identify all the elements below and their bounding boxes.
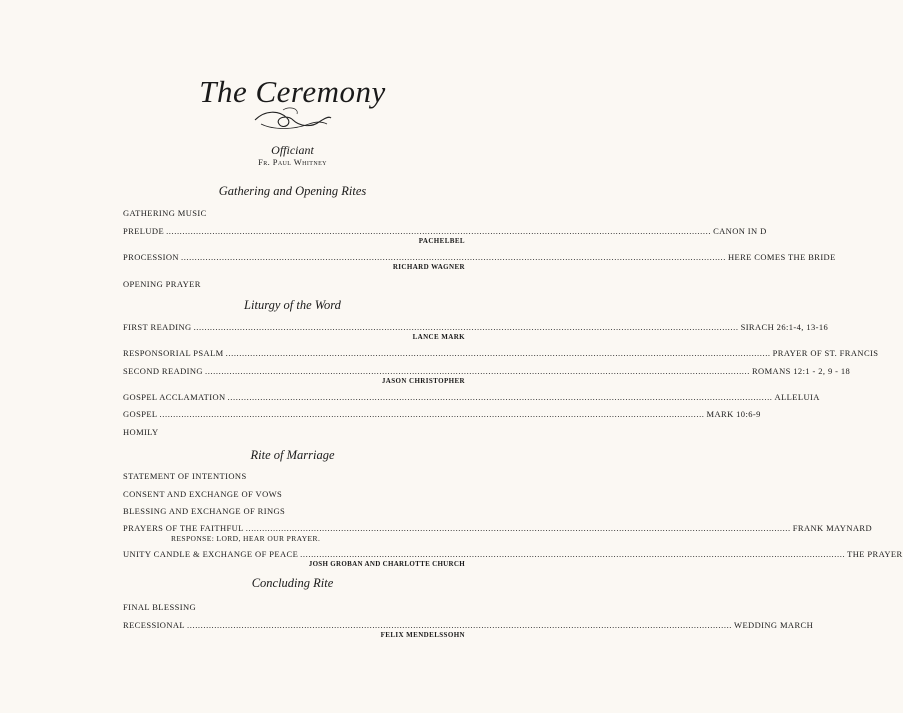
item-piece: PRAYER OF ST. FRANCIS	[772, 348, 879, 358]
item-reader: LANCE MARK	[412, 333, 465, 341]
program-item	[123, 427, 465, 438]
item-label: GOSPEL ACCLAMATION	[123, 392, 226, 402]
item-label: SECOND READING	[123, 366, 203, 376]
program-item	[123, 348, 879, 359]
item-label: OPENING PRAYER	[123, 279, 201, 289]
item-composer: FELIX MENDELSSOHN	[380, 631, 465, 639]
program-item	[123, 620, 814, 640]
item-piece: CANON IN D	[713, 226, 767, 236]
item-label: FIRST READING	[123, 322, 192, 332]
section-heading-marriage: Rite of Marriage	[250, 448, 335, 462]
item-reader: JASON CHRISTOPHER	[381, 377, 465, 385]
item-label: FINAL BLESSING	[123, 602, 197, 612]
item-composer: PACHELBEL	[418, 237, 465, 245]
program-item	[123, 226, 767, 246]
program-item	[123, 252, 836, 272]
leader-dots: ........................................................................................................................................................................................................	[227, 392, 773, 402]
item-piece: WEDDING MARCH	[734, 620, 814, 630]
item-label: HOMILY	[123, 427, 159, 437]
item-label: RECESSIONAL	[123, 620, 186, 630]
item-piece: ALLELUIA	[774, 392, 820, 402]
program-item	[123, 489, 465, 500]
item-composer: RICHARD WAGNER	[392, 263, 465, 271]
program-item	[123, 392, 820, 403]
officiant-name: Fr. Paul Whitney	[258, 157, 327, 167]
section-heading-gathering: Gathering and Opening Rites	[218, 184, 367, 198]
program-item	[123, 549, 903, 569]
program-item	[123, 523, 873, 544]
item-piece: THE PRAYER	[847, 549, 903, 559]
program-item	[123, 506, 465, 517]
program-item	[123, 366, 851, 386]
item-label: CONSENT AND EXCHANGE OF VOWS	[123, 489, 283, 499]
leader-dots: ........................................................................................................................................................................................................	[245, 523, 791, 533]
leader-dots: ........................................................................................................................................................................................................	[300, 549, 846, 559]
item-reading: MARK 10:6-9	[706, 409, 761, 419]
leader-dots: ........................................................................................................................................................................................................	[204, 366, 750, 376]
item-label: PRAYERS OF THE FAITHFUL	[123, 523, 244, 533]
item-reading: SIRACH 26:1-4, 13-16	[740, 322, 829, 332]
item-label: GOSPEL	[123, 409, 158, 419]
item-label: PRELUDE	[123, 226, 165, 236]
page-title: The Ceremony	[199, 74, 386, 109]
item-reading: ROMANS 12:1 - 2, 9 - 18	[751, 366, 851, 376]
section-heading-concluding: Concluding Rite	[251, 576, 334, 590]
item-label: GATHERING MUSIC	[123, 208, 207, 218]
leader-dots: ........................................................................................................................................................................................................	[193, 322, 739, 332]
section-heading-liturgy: Liturgy of the Word	[244, 298, 341, 312]
leader-dots: ........................................................................................................................................................................................................	[187, 620, 733, 630]
item-performers: JOSH GROBAN AND CHARLOTTE CHURCH	[308, 560, 465, 568]
officiant-label: Officiant	[271, 143, 314, 157]
program-item	[123, 322, 829, 342]
leader-dots: ........................................................................................................................................................................................................	[159, 409, 705, 419]
item-piece: HERE COMES THE BRIDE	[727, 252, 836, 262]
leader-dots: ........................................................................................................................................................................................................	[180, 252, 726, 262]
item-label: UNITY CANDLE & EXCHANGE OF PEACE	[123, 549, 299, 559]
item-label: STATEMENT OF INTENTIONS	[123, 471, 247, 481]
item-label: PROCESSION	[123, 252, 179, 262]
item-label: BLESSING AND EXCHANGE OF RINGS	[123, 506, 286, 516]
program-item	[123, 208, 465, 219]
item-response: RESPONSE: LORD, HEAR OUR PRAYER.	[171, 534, 321, 543]
flourish-ornament	[253, 106, 333, 134]
program-item	[123, 471, 465, 482]
program-item	[123, 279, 465, 290]
program-item	[123, 602, 465, 613]
leader-dots: ........................................................................................................................................................................................................	[225, 348, 771, 358]
item-reader: FRANK MAYNARD	[792, 523, 873, 533]
leader-dots: ........................................................................................................................................................................................................	[166, 226, 712, 236]
program-item	[123, 409, 761, 420]
item-label: RESPONSORIAL PSALM	[123, 348, 224, 358]
